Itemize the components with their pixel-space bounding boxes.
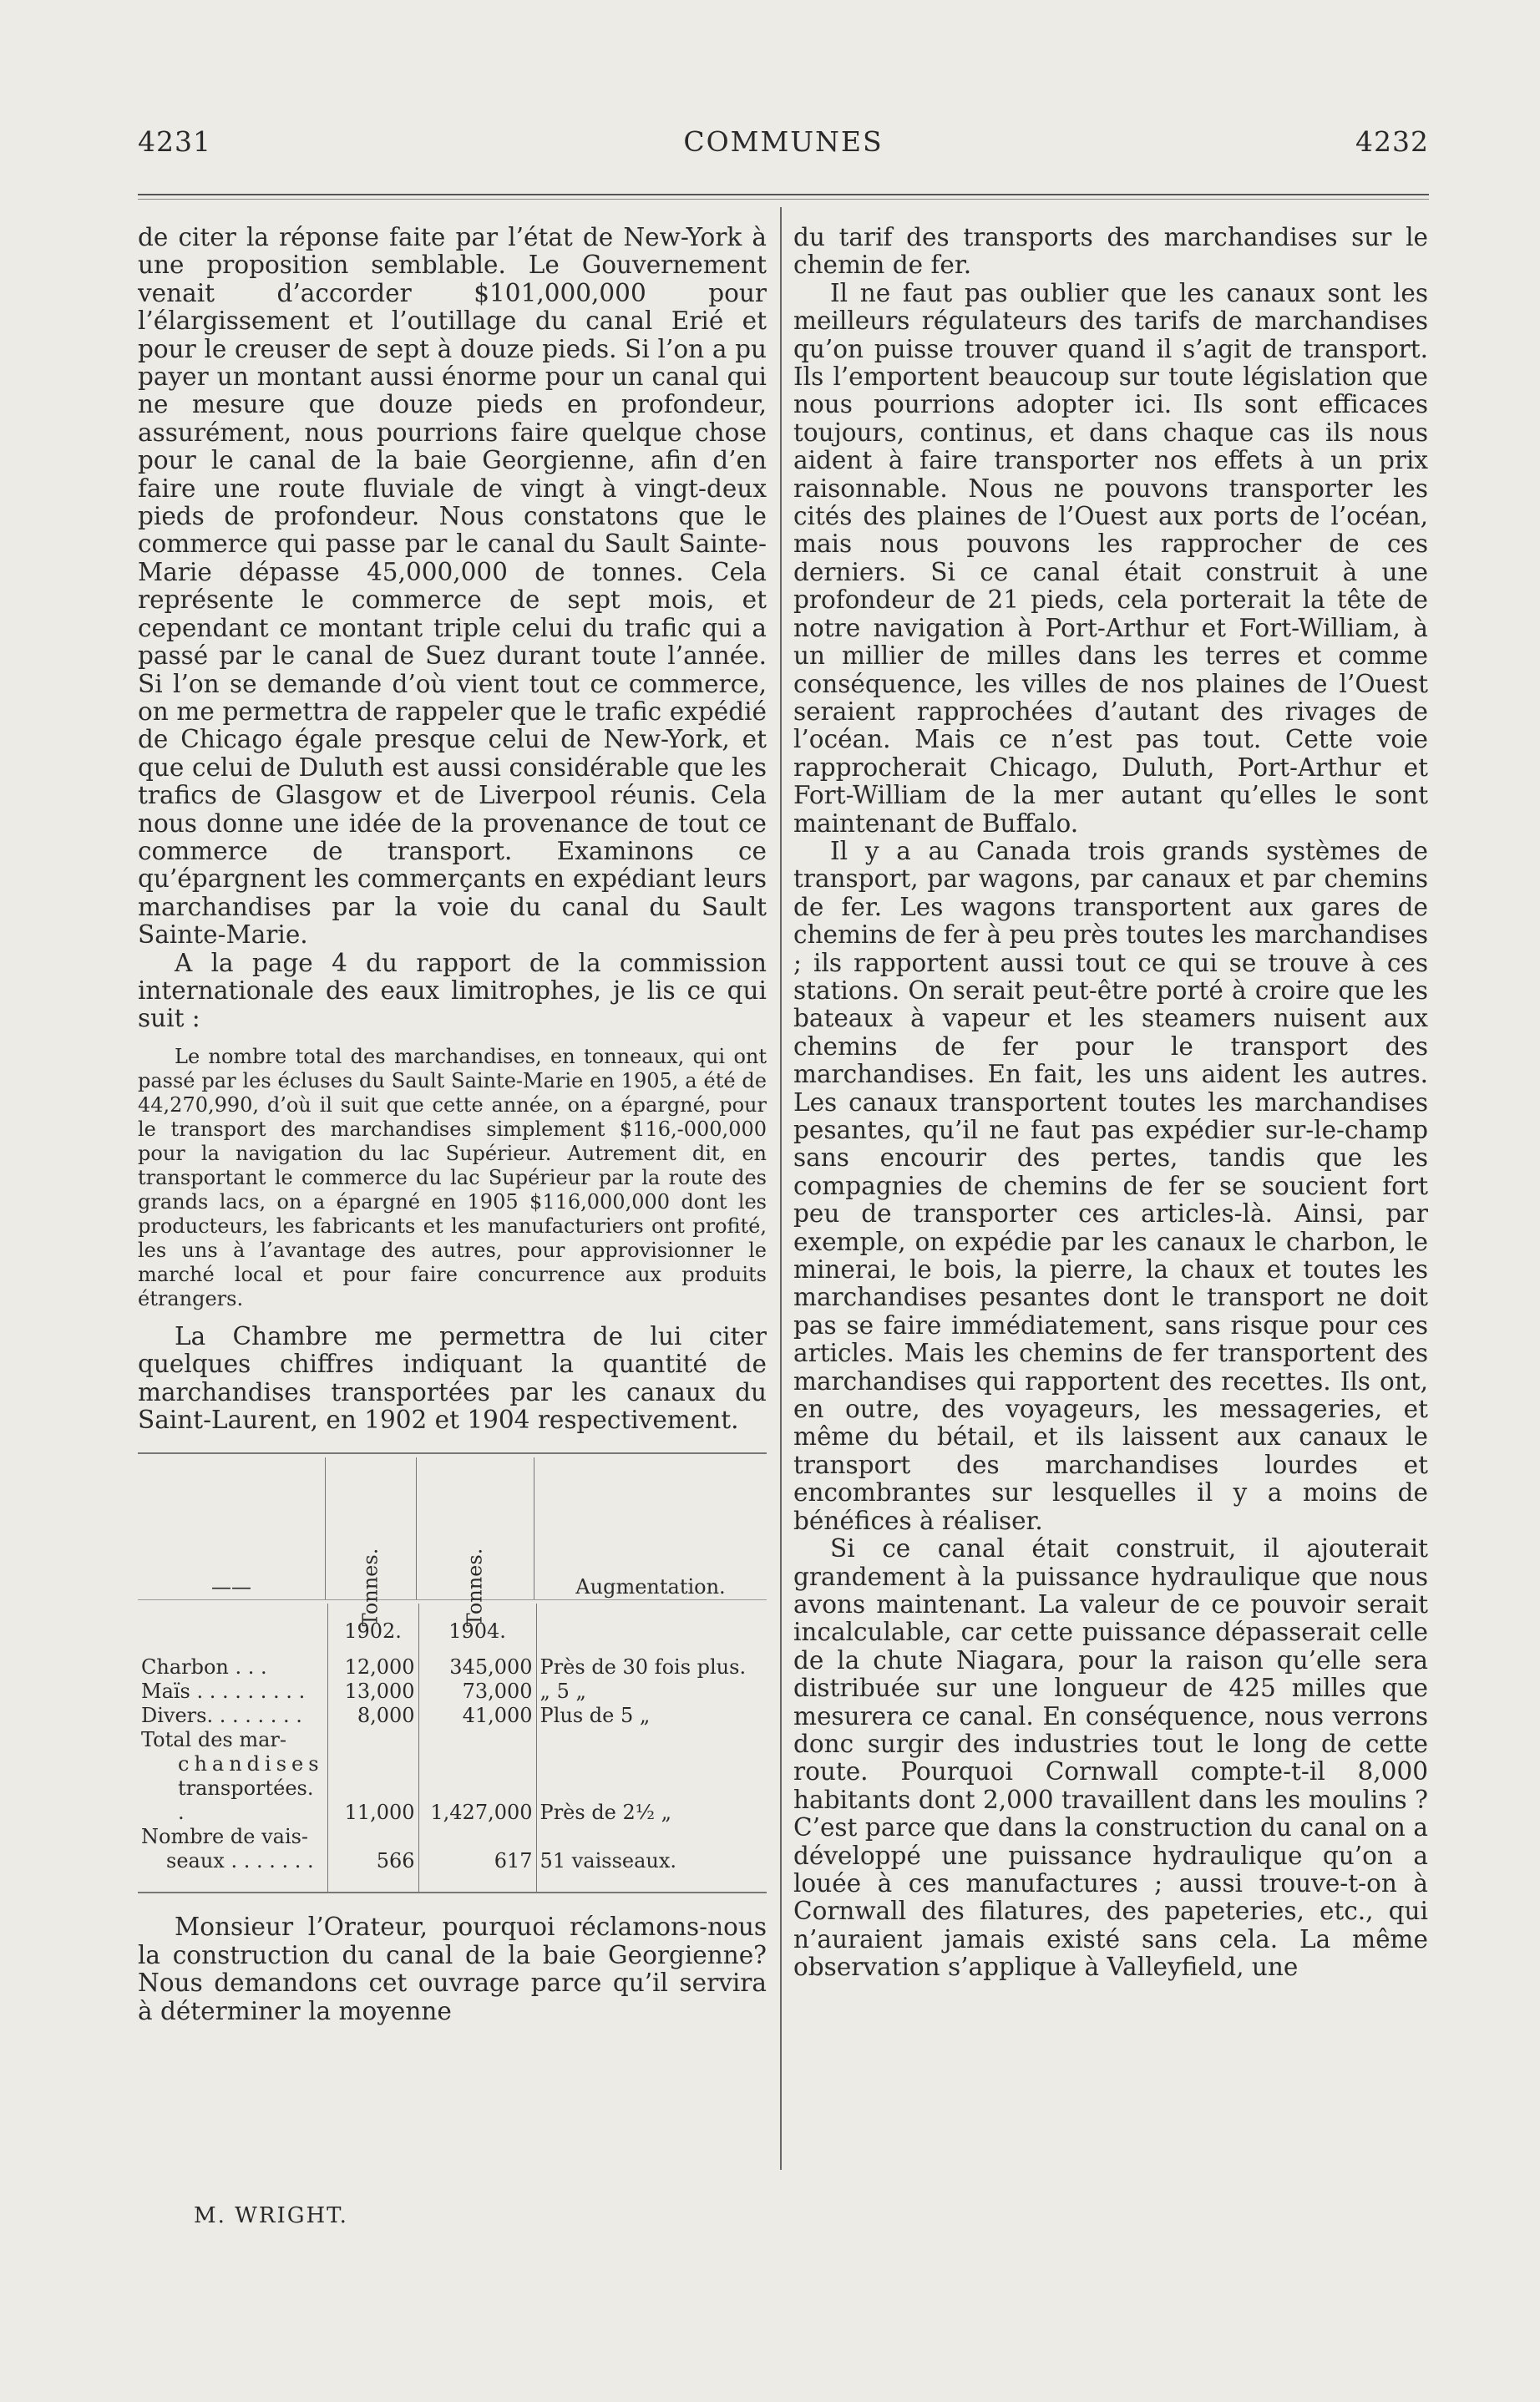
row-1902: 8,000 <box>327 1704 418 1728</box>
table-year-1902: 1902. <box>327 1604 418 1644</box>
table-row <box>138 1680 767 1704</box>
ships-1904: 617 <box>418 1825 536 1873</box>
right-paragraph-2: Il ne faut pas oublier que les canaux sont les meilleurs régulateurs des tarifs de marchandises qu’on puisse trouver quand il s’agit de transport. Ils l’emportent beaucoup sur toute législation que nous pourrions adopter ici. Ils sont efficaces toujours, continus, et dans chaque cas ils nous aident à faire transporter nos effets à un prix raisonnable. Nous ne pouvons transporter les cités des plaines de l’Ouest aux ports de l’océan, mais nous pouvons les rapprocher de ces derniers. Si ce canal était construit à une profondeur de 21 pieds, cela porterait la tête de notre navigation à Port-Arthur et Fort-William, à un millier de milles dans les terres et comme conséquence, les villes de nos plaines de l’Ouest seraient rapprochées d’autant des rivages de l’océan. Mais ce n’est pas tout. Cette voie rapprocherait Chicago, Duluth, Port-Arthur et Fort-William de la mer autant qu’elles le sont maintenant de Buffalo. <box>793 278 1428 838</box>
total-augmentation: Près de 2½ „ <box>536 1728 767 1825</box>
left-paragraph-2: A la page 4 du rapport de la commission internationale des eaux limitrophes, je lis ce qui suit : <box>138 948 767 1033</box>
header-rule-thin <box>138 199 1429 200</box>
table-header-augmentation: Augmentation. <box>534 1457 767 1599</box>
ships-augmentation: 51 vaisseaux. <box>536 1825 767 1873</box>
table-row <box>138 1704 767 1728</box>
running-title: COMMUNES <box>683 125 884 158</box>
total-label-line-2: chandises <box>178 1752 324 1776</box>
left-paragraph-4: Monsieur l’Orateur, pourquoi réclamons-nous la construction du canal de la baie Georgienne? Nous demandons cet ouvrage parce qu’il servira à déterminer la moyenne <box>138 1913 767 2025</box>
row-augmentation: „ 5 „ <box>536 1680 767 1704</box>
table-bottom-rule <box>138 1892 767 1893</box>
table-header-rule <box>138 1599 767 1600</box>
table-header-tonnes-1904: Tonnes. <box>463 1548 487 1627</box>
table-header-tonnes-1902: Tonnes. <box>358 1548 382 1627</box>
right-paragraph-3: Il y a au Canada trois grands systèmes de transport, par wagons, par canaux et par chemins de fer. Les wagons transportent aux gares de chemins de fer à peu près toutes les marchandises ; ils rapportent aussi tout ce qui se trouve à ces stations. On serait peut-être porté à croire que les bateaux à vapeur et les steamers nuisent aux chemins de fer pour le transport des marchandises. En fait, les uns aident les autres. Les canaux transportent toutes les marchandises pesantes, qu’il ne faut pas expédier sur-le-champ sans encourir des pertes, tandis que les compagnies de chemins de fer se soucient fort peu de transporter ces articles-là. Ainsi, par exemple, on expédie par les canaux le charbon, le minerai, le bois, la pierre, la chaux et toutes les marchandises pesantes dont le transport ne doit pas se faire immédiatement, sans risque pour ces articles. Mais les chemins de fer transportent des marchandises qui rapportent des recettes. Ils ont, en outre, des voyageurs, les messageries, et même du bétail, et ils laissent aux canaux le transport des marchandises lourdes et encombrantes sur lesquelles il y a moins de bénéfices à réaliser. <box>793 836 1428 1535</box>
row-augmentation: Plus de 5 „ <box>536 1704 767 1728</box>
table-header-dash: —— <box>211 1575 251 1599</box>
left-column <box>138 224 767 2025</box>
table-row <box>138 1655 767 1680</box>
row-1904: 41,000 <box>418 1704 536 1728</box>
column-divider <box>780 207 782 2170</box>
page-header <box>138 125 1429 175</box>
ships-label-line-2: seaux . . . . . . . <box>166 1849 314 1873</box>
row-label: Maïs . . . . . . . . . <box>141 1680 306 1704</box>
table-row-ships <box>138 1825 767 1873</box>
right-paragraph-1: du tarif des transports des marchandises sur le chemin de fer. <box>793 223 1428 280</box>
speaker-name: M. WRIGHT. <box>194 2203 348 2228</box>
total-1902: 11,000 <box>327 1728 418 1825</box>
page-number-right: 4232 <box>1355 125 1429 158</box>
block-quote: Le nombre total des marchandises, en tonneaux, qui ont passé par les écluses du Sault Sainte-Marie en 1905, a été de 44,270,990, d’où il suit que cette année, on a épargné, pour le transport des marchandises simplement $116,-000,000 pour la navigation du lac Supérieur. Autrement dit, en transportant le commerce du lac Supérieur par la route des grands lacs, on a épargné en 1905 $116,000,000 dont les producteurs, les fabricants et les manufacturiers ont profité, les uns à l’avantage des autres, pour approvisionner le marché local et pour faire concurrence aux produits étrangers. <box>138 1044 767 1310</box>
row-1904: 345,000 <box>418 1655 536 1680</box>
total-label-line-3: transportées. . <box>178 1776 314 1825</box>
row-1902: 13,000 <box>327 1680 418 1704</box>
right-paragraph-4: Si ce canal était construit, il ajouterait grandement à la puissance hydraulique que nous avons maintenant. La valeur de ce pouvoir serait incalculable, car cette puissance dépasserait celle de la chute Niagara, pour la raison qu’elle sera distribuée sur une longueur de 425 milles que mesurera ce canal. En conséquence, nous verrons donc surgir des industries tout le long de cette route. Pourquoi Cornwall compte-t-il 8,000 habitants dont 2,000 travaillent dans les moulins ? C’est parce que dans la construction du canal on a développé une puissance hydraulique qu’on a louée à ces manufactures ; aussi trouve-t-on à Cornwall des filatures, des papeteries, etc., qui n’auraient jamais existé sans cela. La même observation s’applique à Valleyfield, une <box>793 1534 1428 1982</box>
row-1904: 73,000 <box>418 1680 536 1704</box>
right-column <box>793 224 1428 1982</box>
statistics-table <box>138 1452 767 1893</box>
left-paragraph-1: de citer la réponse faite par l’état de New-York à une proposition semblable. Le Gouvernement venait d’accorder $101,000,000 pour l’élargissement et l’outillage du canal Erié et pour le creuser de sept à douze pieds. Si l’on a pu payer un montant aussi énorme pour un canal qui ne mesure que douze pieds en profondeur, assurément, nous pourrions faire quelque chose pour le canal de la baie Georgienne, afin d’en faire une route fluviale de vingt à vingt-deux pieds de profondeur. Nous constatons que le commerce qui passe par le canal du Sault Sainte-Marie dépasse 45,000,000 de tonnes. Cela représente le commerce de sept mois, et cependant ce montant triple celui du trafic qui a passé par le canal de Suez durant toute l’année. Si l’on se demande d’où vient tout ce commerce, on me permettra de rappeler que le trafic expédié de Chicago égale presque celui de New-York, et que celui de Duluth est aussi considérable que les trafics de Glasgow et de Liverpool réunis. Cela nous donne une idée de la provenance de tout ce commerce de transport. Examinons ce qu’épargnent les commerçants en expédiant leurs marchandises par la voie du canal du Sault Sainte-Marie. <box>138 223 767 950</box>
row-augmentation: Près de 30 fois plus. <box>536 1655 767 1680</box>
row-1902: 12,000 <box>327 1655 418 1680</box>
ships-label-line-1: Nombre de vais- <box>141 1825 309 1849</box>
header-rule <box>138 194 1429 195</box>
left-paragraph-3: La Chambre me permettra de lui citer quelques chiffres indiquant la quantité de marchandises transportées par les canaux du Saint-Laurent, en 1902 et 1904 respectivement. <box>138 1321 767 1434</box>
row-label: Divers. . . . . . . . <box>141 1704 302 1728</box>
table-year-row <box>138 1604 767 1644</box>
table-top-rule <box>138 1452 767 1454</box>
total-label-line-1: Total des mar- <box>141 1728 287 1752</box>
page-number-left: 4231 <box>138 125 211 158</box>
table-row-total <box>138 1728 767 1825</box>
row-label: Charbon . . . <box>141 1655 267 1680</box>
total-1904: 1,427,000 <box>418 1728 536 1825</box>
table-year-1904: 1904. <box>418 1604 536 1644</box>
table-header-row <box>138 1457 767 1599</box>
ships-1902: 566 <box>327 1825 418 1873</box>
